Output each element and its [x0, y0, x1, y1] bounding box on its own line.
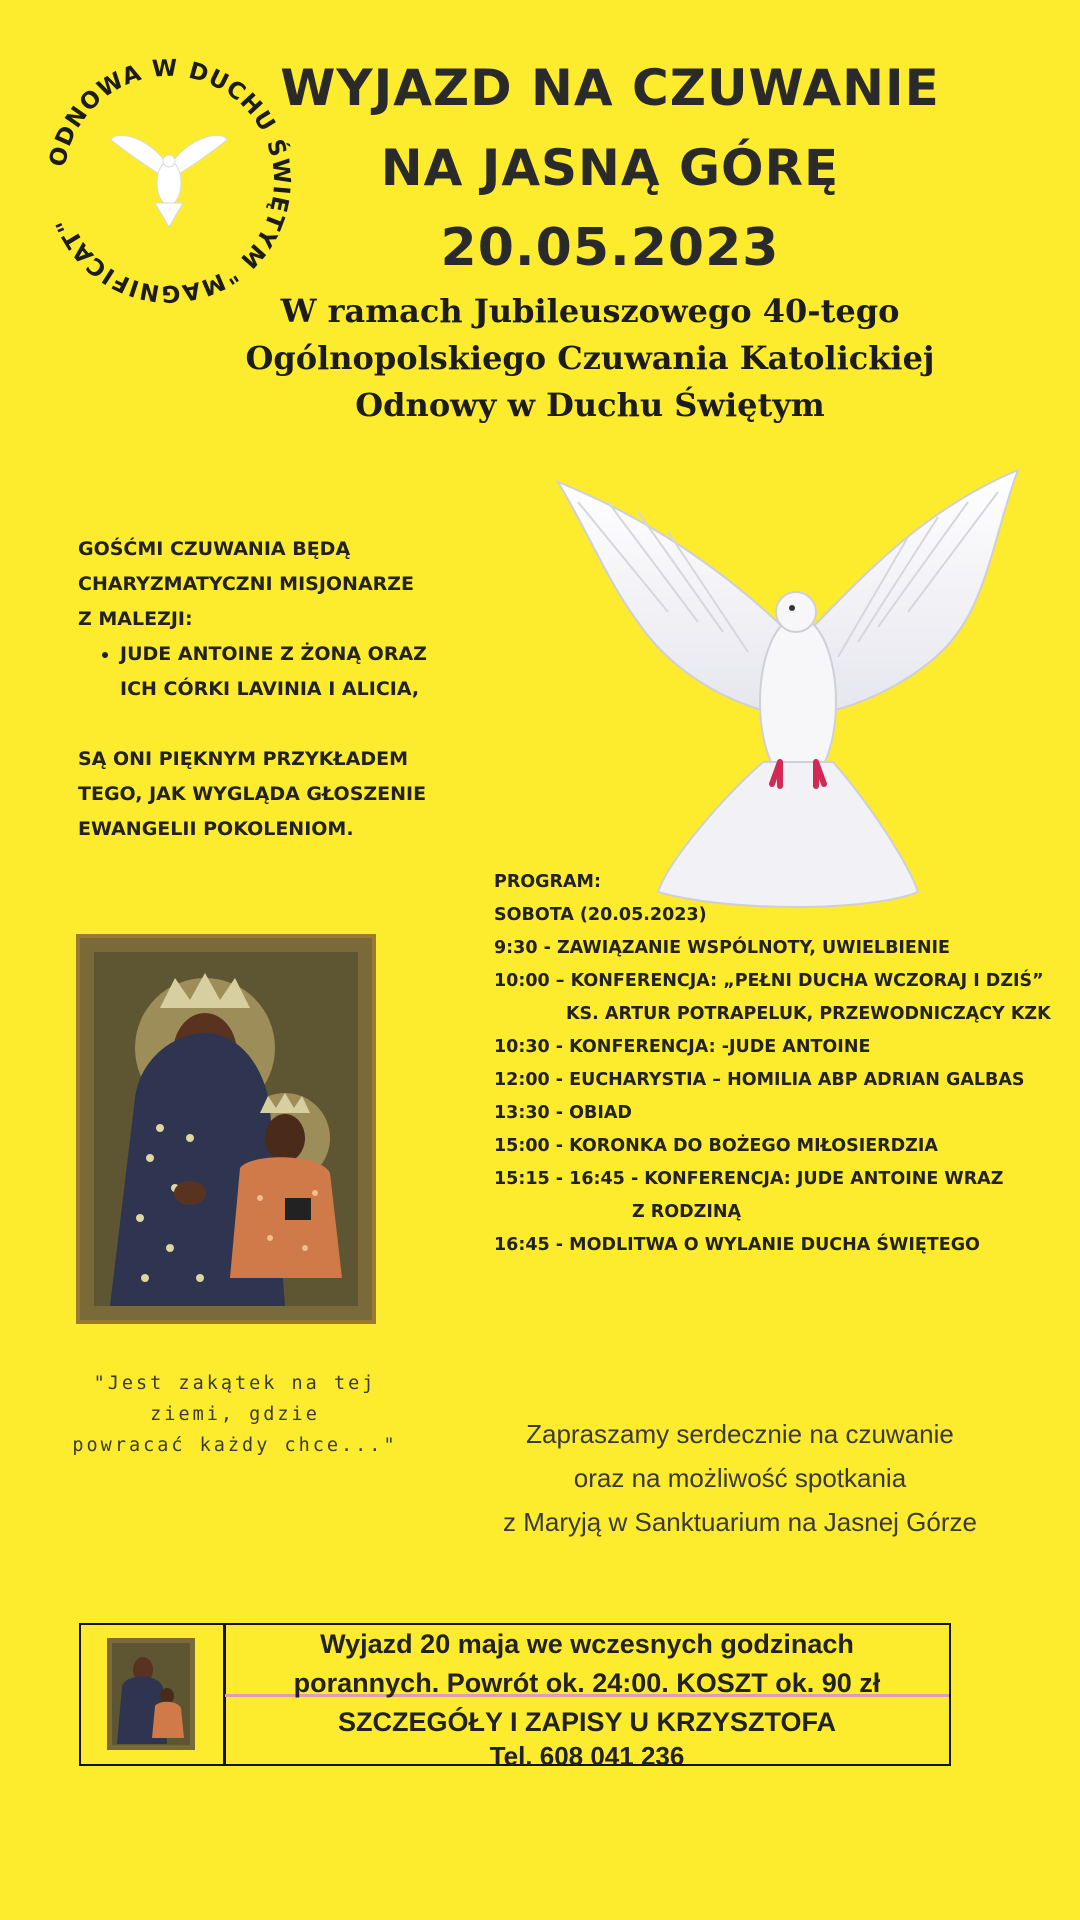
- subtitle-line-3: Odnowy w Duchu Świętym: [355, 386, 825, 424]
- title-line-2: NA JASNĄ GÓRĘ: [380, 139, 840, 197]
- title-line-1: WYJAZD NA CZUWANIE: [280, 59, 940, 117]
- madonna-icon-image: [76, 934, 376, 1324]
- info-line-1: Wyjazd 20 maja we wczesnych godzinach: [320, 1629, 854, 1659]
- subtitle-line-2: Ogólnopolskiego Czuwania Katolickiej: [245, 339, 935, 377]
- program-item: 15:15 - 16:45 - KONFERENCJA: JUDE ANTOINE WRAZ: [494, 1169, 1004, 1189]
- dove-image: [548, 462, 1028, 912]
- program-item: KS. ARTUR POTRAPELUK, PRZEWODNICZĄCY KZK: [566, 1004, 1051, 1024]
- invite-line-1: Zapraszamy serdecznie na czuwanie: [526, 1419, 954, 1449]
- program-section: [494, 866, 1074, 1262]
- program-item: 15:00 - KORONKA DO BOŻEGO MIŁOSIERDZIA: [494, 1136, 938, 1156]
- quote: [70, 1368, 400, 1461]
- event-date: 20.05.2023: [440, 218, 780, 278]
- guests-list: [78, 637, 438, 707]
- invite-line-3: z Maryją w Sanktuarium na Jasnej Górze: [503, 1507, 977, 1537]
- subtitle: [220, 288, 960, 429]
- logo-ring-text: ODNOWA W DUCHU ŚWIĘTYM "MAGNIFICAT": [44, 55, 295, 307]
- guests-intro-2: CHARYZMATYCZNI MISJONARZE: [78, 573, 415, 595]
- guests-intro-3: Z MALEZJI:: [78, 608, 193, 630]
- guests-bullet-1: JUDE ANTOINE Z ŻONĄ ORAZ: [120, 643, 427, 665]
- subtitle-line-1: W ramach Jubileuszowego 40-tego: [280, 292, 900, 330]
- program-item: 16:45 - MODLITWA O WYLANIE DUCHA ŚWIĘTEGO: [494, 1235, 980, 1255]
- quote-line-2: ziemi, gdzie: [150, 1404, 320, 1425]
- guests-closing-3: EWANGELII POKOLENIOM.: [78, 818, 354, 840]
- program-day: SOBOTA (20.05.2023): [494, 905, 707, 925]
- program-item: Z RODZINĄ: [632, 1202, 742, 1222]
- madonna-thumbnail: [107, 1638, 195, 1750]
- madonna-icon: [80, 938, 372, 1320]
- program-item: 10:00 – KONFERENCJA: „PEŁNI DUCHA WCZORAJ I DZIŚ”: [494, 971, 1044, 991]
- invitation-text: [490, 1412, 990, 1544]
- guests-list-item: [120, 637, 438, 707]
- program-item: 9:30 - ZAWIĄZANIE WSPÓLNOTY, UWIELBIENIE: [494, 938, 950, 958]
- guests-closing-2: TEGO, JAK WYGLĄDA GŁOSZENIE: [78, 783, 427, 805]
- guests-closing-1: SĄ ONI PIĘKNYM PRZYKŁADEM: [78, 748, 408, 770]
- program-item: 13:30 - OBIAD: [494, 1103, 632, 1123]
- program-item: 12:00 - EUCHARYSTIA – HOMILIA ABP ADRIAN GALBAS: [494, 1070, 1025, 1090]
- program-heading: PROGRAM:: [494, 872, 601, 892]
- main-title: [240, 48, 980, 288]
- info-line-3: SZCZEGÓŁY I ZAPISY U KRZYSZTOFA: [337, 1707, 837, 1737]
- phone-number: Tel. 608 041 236: [489, 1741, 685, 1771]
- info-line-2: porannych. Powrót ok. 24:00. KOSZT ok. 90 zł: [293, 1668, 881, 1698]
- program-item: 10:30 - KONFERENCJA: -JUDE ANTOINE: [494, 1037, 871, 1057]
- quote-line-1: "Jest zakątek na tej: [93, 1373, 377, 1394]
- guests-bullet-2: ICH CÓRKI LAVINIA I ALICIA,: [120, 678, 420, 700]
- info-box: [79, 1623, 951, 1771]
- guests-section: [78, 532, 438, 847]
- quote-line-3: powracać każdy chce...": [72, 1435, 398, 1456]
- guests-intro-1: GOŚĆMI CZUWANIA BĘDĄ: [78, 538, 351, 560]
- info-box-text: [225, 1625, 949, 1771]
- invite-line-2: oraz na możliwość spotkania: [573, 1463, 907, 1493]
- dove-icon: [111, 135, 227, 227]
